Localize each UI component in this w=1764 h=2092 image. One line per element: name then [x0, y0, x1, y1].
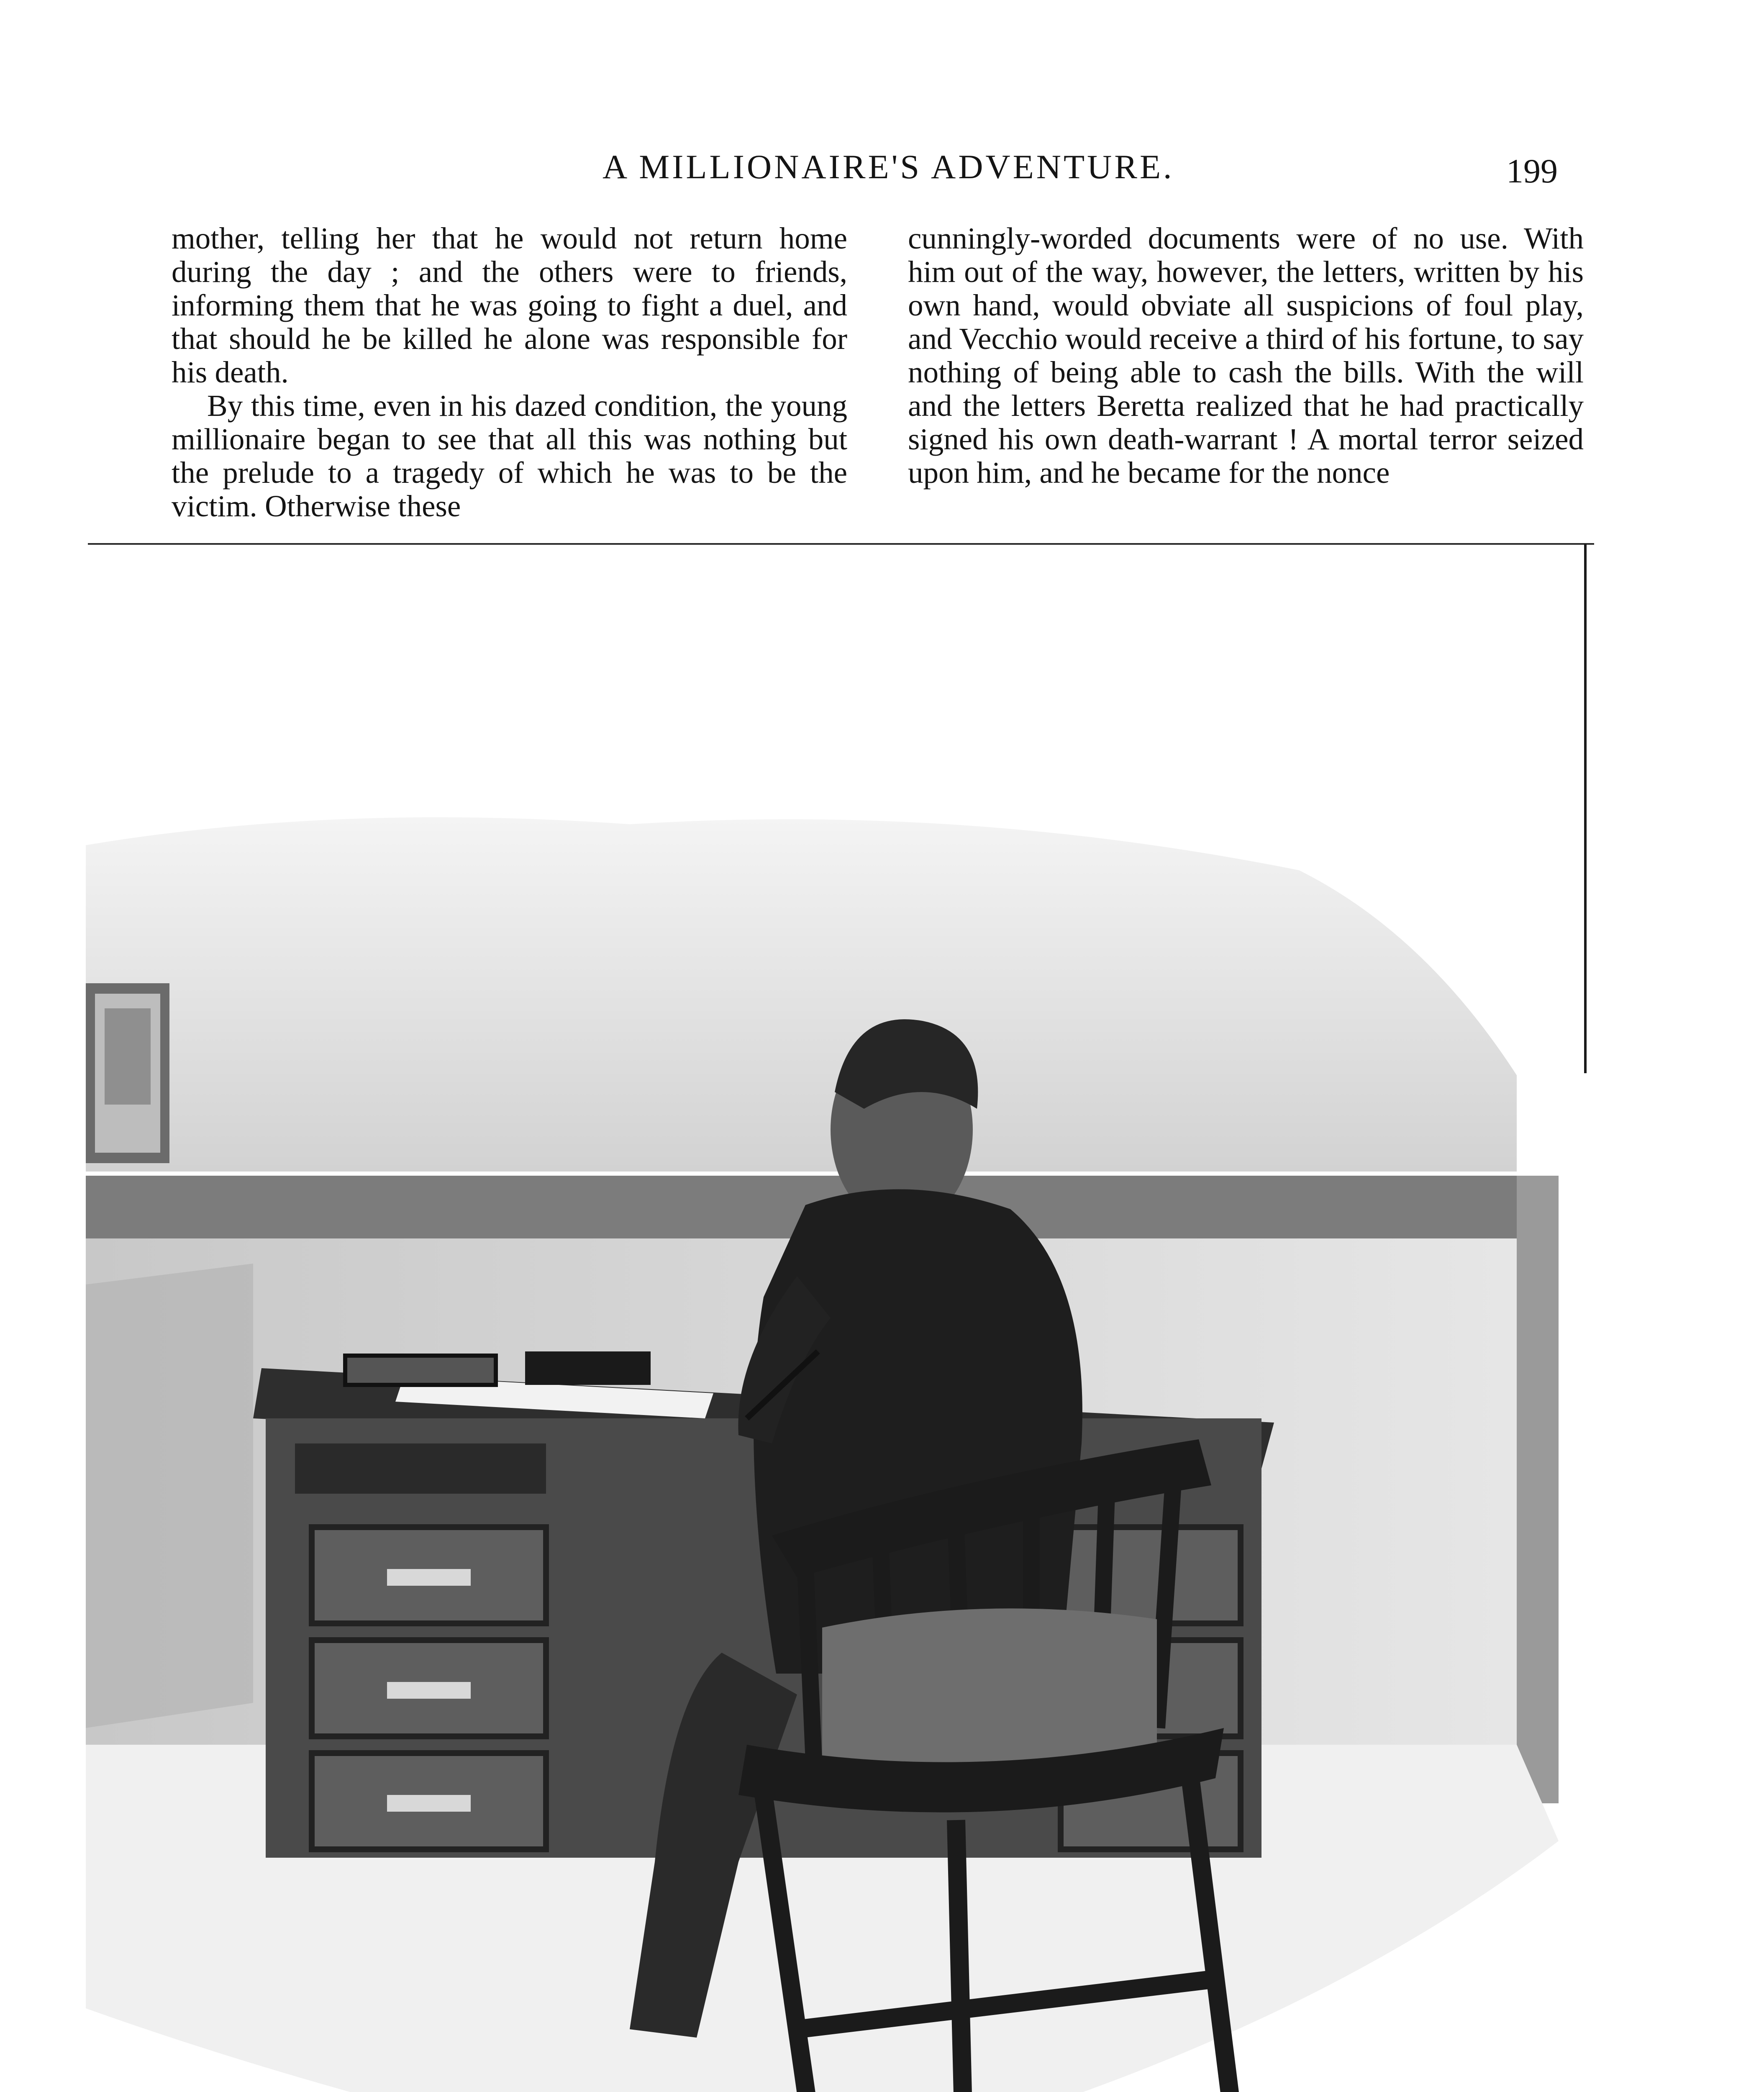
page-number: 199 [1506, 152, 1558, 190]
text-column-right [908, 222, 1584, 490]
text-column-left [172, 222, 847, 523]
paragraph: mother, telling her that he would not return home during the day ; and the others were to friends, informing them that he was going to fight a duel, and that should he be killed he alone was responsible for his death. [172, 221, 847, 389]
inkstand [525, 1351, 651, 1385]
running-title: A MILLIONAIRE'S ADVENTURE. [603, 148, 1174, 186]
paragraph: cunningly-worded documents were of no use. With him out of the way, however, the letters, written by his own hand, would obviate all suspicions of foul play, and Vecchio would receive a third of his fortune, to say nothing of being able to cash the bills. With the will and the letters Beretta realized that he had practically signed his own death-warrant ! A mortal terror seized upon him, and he became for the nonce [908, 221, 1584, 490]
wall [86, 817, 1517, 1172]
illustration-top-rule [88, 543, 1594, 545]
illustration-man-at-desk [86, 732, 1588, 2092]
paragraph: By this time, even in his dazed condition, the young millionaire began to see that all this was nothing but the prelude to a tragedy of which he was to be the victim. Otherwise these [172, 389, 847, 523]
chair-cushion [822, 1608, 1157, 1765]
